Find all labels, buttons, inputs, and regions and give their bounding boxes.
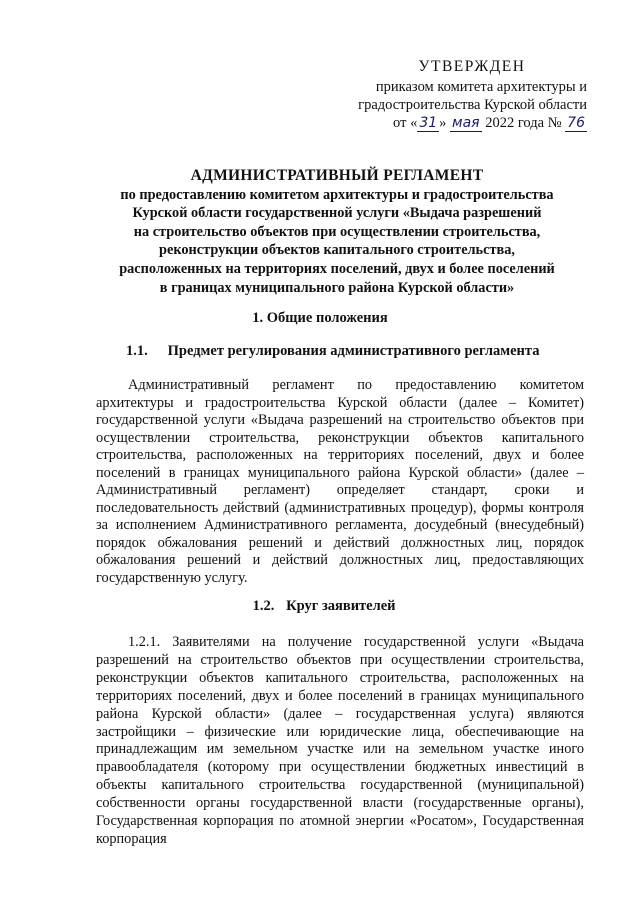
section-1-2-number: 1.2. [252,598,275,614]
section-1-1-text: Административный регламент по предоставлению комитетом архитектуры и градостроительства Курской области (далее – Комитет) государственной услуги «Выдача разрешений на строительство объектов при осуществлении строительства, реконструкции объектов капитального строительства, расположенных на территориях поселений, двух и более поселений в границах муниципального района Курской области» (далее – Административный регламент) определяет стандарт, сроки и последовательность действий (административных процедур), формы контроля за исполнением Административного регламента, досудебный (внесудебный) порядок обжалования решений и действий должностных лиц, порядок обжалования решений и действий должностных лиц, предоставляющих государственную услугу. [96,377,584,586]
section-1-1-heading [126,343,539,360]
title-line: Курской области государственной услуги «Выдача разрешений [132,205,542,222]
title-line: по предоставлению комитетом архитектуры и градостроительства [120,186,554,203]
approval-line-2: градостроительства Курской области [358,97,587,113]
date-prefix: от « [393,115,418,131]
title-line: на строительство объектов при осуществлении строительства, [133,223,541,240]
section-1-1-title: Предмет регулирования административного регламента [167,343,540,359]
title-main: АДМИНИСТРАТИВНЫЙ РЕГЛАМЕНТ [190,167,484,184]
handwritten-month: мая [452,115,480,131]
section-1-2-heading [0,598,640,615]
section-1-heading: 1. Общие положения [252,310,388,326]
date-mid: » [439,115,447,131]
date-suffix: 2022 года № [485,115,562,131]
approval-line-1: приказом комитета архитектуры и [375,79,587,95]
section-1-1-paragraph [96,377,584,587]
title-line: в границах муниципального района Курской области» [159,279,515,296]
document-title [90,167,584,297]
approval-heading: УТВЕРЖДЕН [418,58,526,75]
title-line: реконструкции объектов капитального строительства, [159,242,515,259]
handwritten-order-number: 76 [567,115,585,131]
title-line: расположенных на территориях поселений, двух и более поселений [119,260,555,277]
handwritten-day: 31 [419,115,438,131]
section-1-2-title: Круг заявителей [286,598,396,614]
section-1-2-paragraph [96,634,584,849]
approval-stamp [337,58,587,132]
approval-date-line [337,114,587,132]
section-1-2-text: 1.2.1. Заявителями на получение государственной услуги «Выдача разрешений на строительство объектов при осуществлении строительства, реконструкции объектов капитального строительства, расположенных на территориях поселений, двух и более поселений в границах муниципального района Курской области» (далее – государственная услуга) являются застройщики – физические или юридические лица, обеспечивающие на принадлежащим им земельном участке или на земельном участке иного правообладателя (которому при осуществлении бюджетных инвестиций в объекты капитального строительства государственной (муниципальной) собственности органы государственной власти (государственные органы), Государственная корпорация по атомной энергии «Росатом», Государственная корпорация [96,634,584,847]
section-1-1-number: 1.1. [126,343,148,359]
